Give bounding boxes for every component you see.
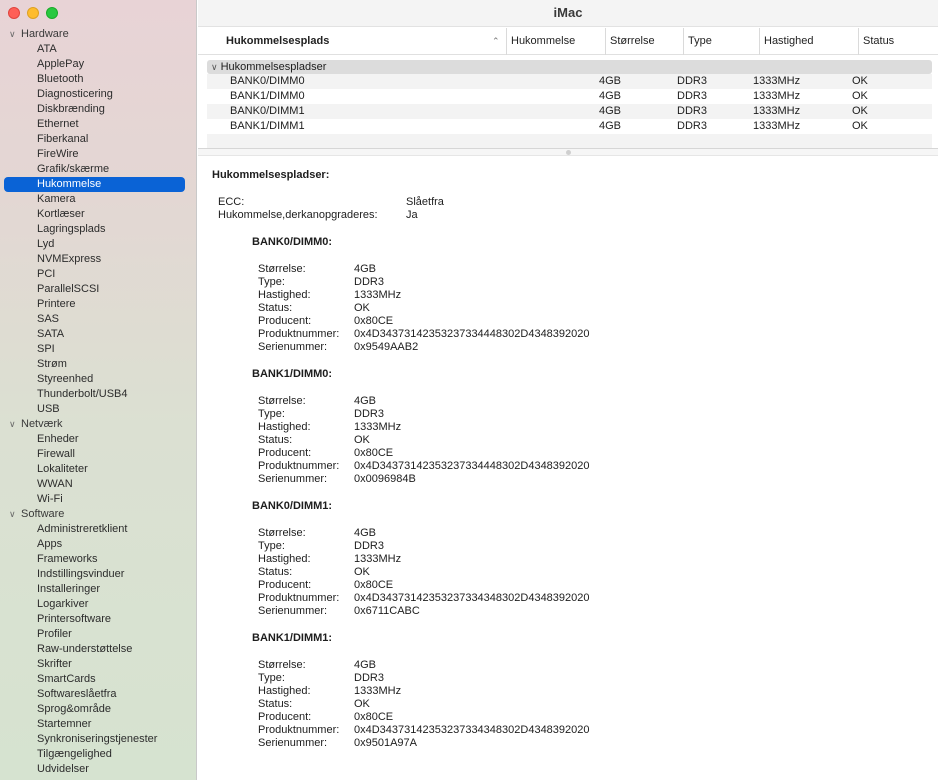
sidebar-item[interactable]: Tilgængelighed — [37, 748, 112, 760]
chevron-down-icon[interactable]: ∨ — [211, 62, 218, 72]
bank-field-key: Serienummer: — [258, 605, 328, 617]
sidebar-item[interactable]: Printersoftware — [37, 613, 111, 625]
sidebar-item[interactable]: Startemner — [37, 718, 92, 730]
cell-slot: BANK1/DIMM0 — [230, 90, 305, 102]
sidebar-item[interactable]: Frameworks — [37, 553, 98, 565]
sidebar-group[interactable] — [0, 27, 196, 42]
sidebar-item[interactable]: Logarkiver — [37, 598, 89, 610]
bank-field-key: Status: — [258, 698, 293, 710]
bank-field-key: Producent: — [258, 315, 312, 327]
table-row[interactable] — [207, 119, 932, 134]
minimize-window-button[interactable] — [27, 7, 39, 19]
bank-field-row — [258, 328, 938, 341]
bank-field-value: 1333MHz — [354, 685, 402, 697]
table-group-label: Hukommelsespladser — [220, 61, 327, 73]
chevron-down-icon[interactable]: ∨ — [9, 509, 16, 519]
memory-table — [207, 60, 932, 146]
bank-field-value: 0x4D34373142353237334348302D4348392020 — [354, 724, 590, 736]
summary-row — [218, 209, 938, 222]
bank-field-value: 0x0096984B — [354, 473, 416, 485]
bank-field-row — [258, 289, 938, 302]
sidebar-item[interactable]: Lyd — [37, 238, 55, 250]
column-header-memory[interactable]: Hukommelse — [506, 28, 575, 55]
sidebar-item[interactable]: Skrifter — [37, 658, 72, 670]
bank-field-key: Produktnummer: — [258, 460, 340, 472]
bank-field-key: Type: — [258, 408, 285, 420]
bank-fields — [212, 527, 938, 618]
sidebar-group-label: Hardware — [21, 28, 69, 40]
column-header-size[interactable]: Størrelse — [605, 28, 655, 55]
bank-field-row — [258, 566, 938, 579]
bank-field-value: 0x80CE — [354, 447, 394, 459]
sidebar-item[interactable]: Enheder — [37, 433, 79, 445]
bank-field-value: 0x80CE — [354, 315, 394, 327]
bank-field-value: DDR3 — [354, 408, 384, 420]
summary-row — [218, 196, 938, 209]
bank-field-key: Størrelse: — [258, 527, 306, 539]
sidebar-item[interactable]: Diagnosticering — [37, 88, 113, 100]
sidebar-item[interactable]: Fiberkanal — [37, 133, 89, 145]
summary-key: Hukommelse,derkanopgraderes: — [218, 209, 378, 221]
sidebar-item[interactable]: Styreenhed — [37, 373, 94, 385]
sidebar-tree — [0, 27, 196, 777]
bank-field-value: 0x4D34373142353237334348302D4348392020 — [354, 592, 590, 604]
table-row-empty — [207, 134, 932, 148]
bank-field-row — [258, 527, 938, 540]
sidebar-item[interactable]: Raw-understøttelse — [37, 643, 133, 655]
bank-field-row — [258, 408, 938, 421]
bank-field-key: Status: — [258, 434, 293, 446]
cell-speed: 1333MHz — [753, 105, 801, 117]
sidebar-item[interactable]: ApplePay — [37, 58, 85, 70]
bank-field-key: Hastighed: — [258, 553, 311, 565]
bank-field-row — [258, 711, 938, 724]
bank-field-key: Producent: — [258, 579, 312, 591]
chevron-down-icon[interactable]: ∨ — [9, 419, 16, 429]
sidebar-item[interactable]: Ethernet — [37, 118, 79, 130]
column-header-speed[interactable]: Hastighed — [759, 28, 814, 55]
bank-field-value: 1333MHz — [354, 289, 402, 301]
bank-field-key: Størrelse: — [258, 395, 306, 407]
cell-slot: BANK0/DIMM1 — [230, 105, 305, 117]
sidebar-item[interactable]: Apps — [37, 538, 63, 550]
sidebar-item[interactable]: SATA — [37, 328, 65, 340]
sidebar-group-label: Software — [21, 508, 65, 520]
bank-field-key: Hastighed: — [258, 685, 311, 697]
detail-pane — [212, 169, 938, 750]
bank-fields — [212, 659, 938, 750]
sidebar-item[interactable]: Wi-Fi — [37, 493, 63, 505]
bank-field-row — [258, 395, 938, 408]
detail-title: Hukommelsespladser: — [212, 169, 330, 181]
sidebar-item[interactable]: SPI — [37, 343, 55, 355]
bank-field-key: Type: — [258, 276, 285, 288]
sidebar-item[interactable]: SmartCards — [37, 673, 96, 685]
cell-slot: BANK0/DIMM0 — [230, 75, 305, 87]
cell-status: OK — [852, 75, 868, 87]
sidebar-item[interactable]: FireWire — [37, 148, 79, 160]
bank-field-key: Størrelse: — [258, 263, 306, 275]
bank-field-row — [258, 460, 938, 473]
sidebar-item[interactable]: Strøm — [37, 358, 67, 370]
cell-slot: BANK1/DIMM1 — [230, 120, 305, 132]
column-header-type[interactable]: Type — [683, 28, 712, 55]
sidebar-item[interactable]: ATA — [37, 43, 57, 55]
bank-field-row — [258, 421, 938, 434]
bank-fields — [212, 263, 938, 354]
bank-field-value: DDR3 — [354, 276, 384, 288]
sidebar-group-label: Netværk — [21, 418, 63, 430]
bank-field-value: 0x6711CABC — [354, 605, 420, 617]
bank-field-row — [258, 605, 938, 618]
bank-title: BANK1/DIMM1: — [252, 632, 333, 644]
sidebar-item[interactable]: Administreretklient — [37, 523, 128, 535]
sidebar-item[interactable]: Hukommelse — [4, 177, 185, 192]
bank-field-value: 0x80CE — [354, 579, 394, 591]
column-header-status[interactable]: Status — [858, 28, 894, 55]
splitter-handle-icon[interactable] — [566, 150, 571, 155]
bank-field-row — [258, 685, 938, 698]
cell-type: DDR3 — [677, 105, 707, 117]
table-row[interactable] — [207, 89, 932, 104]
bank-field-key: Produktnummer: — [258, 328, 340, 340]
bank-field-value: DDR3 — [354, 540, 384, 552]
table-header — [198, 28, 938, 55]
bank-field-row — [258, 672, 938, 685]
cell-type: DDR3 — [677, 120, 707, 132]
bank-field-key: Type: — [258, 540, 285, 552]
bank-field-value: 4GB — [354, 659, 377, 671]
sidebar-item[interactable]: ParallelSCSI — [37, 283, 100, 295]
table-row[interactable] — [207, 104, 932, 119]
bank-field-row — [258, 659, 938, 672]
bank-field-row — [258, 341, 938, 354]
cell-size: 4GB — [599, 105, 622, 117]
chevron-up-icon[interactable]: ⌃ — [492, 36, 500, 46]
bank-field-key: Type: — [258, 672, 285, 684]
window-title: iMac — [198, 0, 938, 27]
bank-field-value: 0x9501A97A — [354, 737, 417, 749]
bank-field-value: 1333MHz — [354, 553, 402, 565]
sidebar-item[interactable]: PCI — [37, 268, 56, 280]
bank-field-key: Producent: — [258, 447, 312, 459]
sidebar-item[interactable]: Kamera — [37, 193, 76, 205]
bank-field-value: 1333MHz — [354, 421, 402, 433]
bank-field-value: OK — [354, 698, 370, 710]
sidebar-item[interactable]: Lagringsplads — [37, 223, 106, 235]
bank-field-value: 0x4D34373142353237334448302D4348392020 — [354, 328, 590, 340]
cell-speed: 1333MHz — [753, 120, 801, 132]
bank-field-value: 4GB — [354, 527, 377, 539]
bank-title: BANK0/DIMM1: — [252, 500, 333, 512]
sidebar-item[interactable]: Synkroniseringstjenester — [37, 733, 158, 745]
bank-field-value: 4GB — [354, 263, 377, 275]
sidebar-item[interactable]: NVMExpress — [37, 253, 102, 265]
cell-size: 4GB — [599, 90, 622, 102]
summary-value: Slåetfra — [406, 196, 444, 208]
bank-field-row — [258, 553, 938, 566]
bank-field-row — [258, 724, 938, 737]
sidebar-item[interactable]: Profiler — [37, 628, 72, 640]
sidebar-item[interactable]: Thunderbolt/USB4 — [37, 388, 128, 400]
bank-field-row — [258, 276, 938, 289]
bank-field-key: Hastighed: — [258, 289, 311, 301]
cell-speed: 1333MHz — [753, 75, 801, 87]
bank-field-key: Serienummer: — [258, 737, 328, 749]
bank-title: BANK1/DIMM0: — [252, 368, 333, 380]
cell-status: OK — [852, 105, 868, 117]
sidebar-item[interactable]: USB — [37, 403, 60, 415]
sidebar-item[interactable]: Installeringer — [37, 583, 100, 595]
sidebar-item[interactable]: WWAN — [37, 478, 73, 490]
bank-field-key: Produktnummer: — [258, 724, 340, 736]
cell-status: OK — [852, 90, 868, 102]
bank-field-value: 0x80CE — [354, 711, 394, 723]
sidebar-item[interactable]: Lokaliteter — [37, 463, 88, 475]
sidebar-item[interactable]: Grafik/skærme — [37, 163, 110, 175]
bank-field-value: OK — [354, 302, 370, 314]
summary-key: ECC: — [218, 196, 245, 208]
bank-field-row — [258, 579, 938, 592]
bank-field-key: Serienummer: — [258, 341, 328, 353]
sidebar-item[interactable]: Softwareslåetfra — [37, 688, 117, 700]
bank-field-value: 0x4D34373142353237334448302D4348392020 — [354, 460, 590, 472]
bank-field-row — [258, 698, 938, 711]
bank-field-row — [258, 540, 938, 553]
bank-field-row — [258, 447, 938, 460]
bank-field-value: OK — [354, 434, 370, 446]
sidebar-item[interactable]: SAS — [37, 313, 60, 325]
bank-fields — [212, 395, 938, 486]
bank-field-value: OK — [354, 566, 370, 578]
bank-field-value: DDR3 — [354, 672, 384, 684]
sidebar — [0, 0, 197, 780]
bank-field-row — [258, 473, 938, 486]
sidebar-item[interactable]: Udvidelser — [37, 763, 89, 775]
chevron-down-icon[interactable]: ∨ — [9, 29, 16, 39]
cell-status: OK — [852, 120, 868, 132]
sidebar-item[interactable]: Kortlæser — [37, 208, 85, 220]
sidebar-item[interactable]: Printere — [37, 298, 76, 310]
cell-size: 4GB — [599, 120, 622, 132]
bank-field-key: Status: — [258, 302, 293, 314]
cell-type: DDR3 — [677, 90, 707, 102]
pane-splitter[interactable] — [198, 148, 938, 156]
sidebar-item[interactable]: Bluetooth — [37, 73, 84, 85]
summary-value: Ja — [406, 209, 418, 221]
bank-field-key: Status: — [258, 566, 293, 578]
bank-field-key: Produktnummer: — [258, 592, 340, 604]
bank-field-row — [258, 434, 938, 447]
table-row[interactable] — [207, 74, 932, 89]
sidebar-item[interactable]: Sprog&område — [37, 703, 111, 715]
sidebar-group[interactable] — [0, 507, 196, 522]
cell-size: 4GB — [599, 75, 622, 87]
table-group-row[interactable] — [207, 60, 932, 74]
cell-type: DDR3 — [677, 75, 707, 87]
main-pane — [198, 0, 938, 780]
zoom-window-button[interactable] — [46, 7, 58, 19]
bank-field-row — [258, 592, 938, 605]
sidebar-group[interactable] — [0, 417, 196, 432]
sidebar-item[interactable]: Firewall — [37, 448, 75, 460]
bank-title: BANK0/DIMM0: — [252, 236, 333, 248]
column-header-slot[interactable]: Hukommelsesplads — [226, 35, 330, 47]
bank-field-value: 4GB — [354, 395, 377, 407]
cell-speed: 1333MHz — [753, 90, 801, 102]
bank-field-row — [258, 315, 938, 328]
bank-field-key: Producent: — [258, 711, 312, 723]
sidebar-item[interactable]: Diskbrænding — [37, 103, 105, 115]
close-window-button[interactable] — [8, 7, 20, 19]
bank-field-row — [258, 302, 938, 315]
bank-field-key: Hastighed: — [258, 421, 311, 433]
bank-field-row — [258, 263, 938, 276]
bank-field-key: Størrelse: — [258, 659, 306, 671]
bank-field-value: 0x9549AAB2 — [354, 341, 419, 353]
bank-field-row — [258, 737, 938, 750]
bank-field-key: Serienummer: — [258, 473, 328, 485]
sidebar-item[interactable]: Indstillingsvinduer — [37, 568, 125, 580]
